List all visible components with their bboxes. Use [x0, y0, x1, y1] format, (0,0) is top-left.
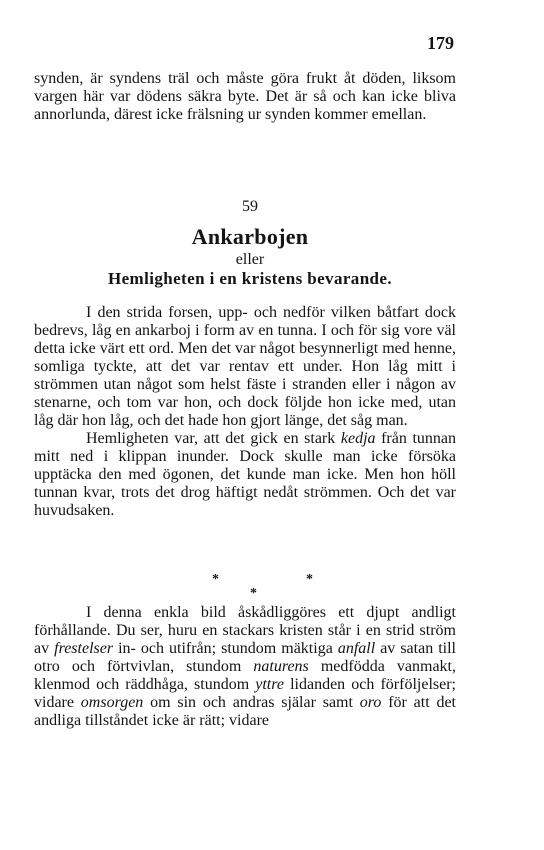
- moral-text-4: medfödda vanmakt, klenmod och räddhåga, stundom: [34, 658, 456, 693]
- divider-asterisk-1: *: [212, 572, 219, 587]
- section-divider: [212, 572, 332, 602]
- chapter-subtitle: Hemligheten i en kristens bevarande.: [107, 269, 393, 288]
- story-p2-text-before: Hemligheten var, att det gick en stark: [86, 430, 341, 447]
- moral-text-3: av satan till otro och förtvivlan, stundom: [34, 640, 456, 675]
- intro-text: synden, är syndens träl och måste göra frukt åt döden, liksom vargen här var dödens säkra byte. Det är så och kan icke bliva annorlunda, därest icke frälsning ur synden kommer emellan.: [34, 70, 456, 123]
- story-paragraph-1: I den strida forsen, upp- och nedför vilken båtfart dock bedrevs, låg en ankarboj i form av en tunna. I och för sig vore väl detta icke värt ett ord. Men det var något besynnerligt med henne, somliga tyckte, att det var rentav ett under. Hon låg mitt i strömmen utan något som helst fäste i stranden eller i någon av stenarne, och tom var hon, och dock följde hon icke med, utan låg där hon låg, och det hade hon gjort länge, det såg man.: [34, 304, 456, 429]
- story-body: [34, 304, 456, 520]
- moral-text-6: om sin och andras själar samt: [143, 694, 360, 711]
- moral-italic-oro: oro: [359, 694, 382, 711]
- moral-italic-anfall: anfall: [337, 640, 376, 657]
- moral-text-5: lidanden och förföljelser; vidare: [34, 676, 457, 711]
- divider-asterisk-3: *: [250, 586, 257, 601]
- chapter-title: Ankarbojen: [191, 224, 309, 249]
- moral-paragraph: [34, 604, 456, 730]
- moral-body: [34, 604, 456, 730]
- intro-paragraph: [34, 70, 456, 124]
- moral-italic-naturens: naturens: [253, 658, 309, 675]
- story-p2-text-after: från tunnan mitt ned i klippan inunder. Dock skulle man icke försöka upptäcka den med ögonen, det kunde man icke. Men hon höll tunnan kvar, trots det drog häftigt nedåt strömmen. Och det var huvudsaken.: [34, 430, 457, 519]
- moral-italic-yttre: yttre: [255, 676, 284, 693]
- chapter-or: eller: [235, 251, 265, 268]
- moral-text-2: in- och utifrån; stundom mäktiga: [113, 640, 338, 657]
- story-p2-italic: kedja: [340, 430, 376, 447]
- moral-italic-frestelser: frestelser: [54, 640, 114, 657]
- divider-asterisk-2: *: [306, 572, 313, 587]
- moral-italic-omsorgen: omsorgen: [80, 694, 144, 711]
- chapter-number: 59: [242, 198, 258, 215]
- moral-text-7: för att det andliga tillståndet icke är rätt; vidare: [34, 694, 456, 729]
- moral-text-1: I denna enkla bild åskådliggöres ett djupt andligt förhållande. Du ser, huru en stackars kristen står i en strid ström av: [34, 604, 456, 657]
- page-number: 179: [427, 33, 454, 53]
- story-paragraph-2: [34, 430, 456, 520]
